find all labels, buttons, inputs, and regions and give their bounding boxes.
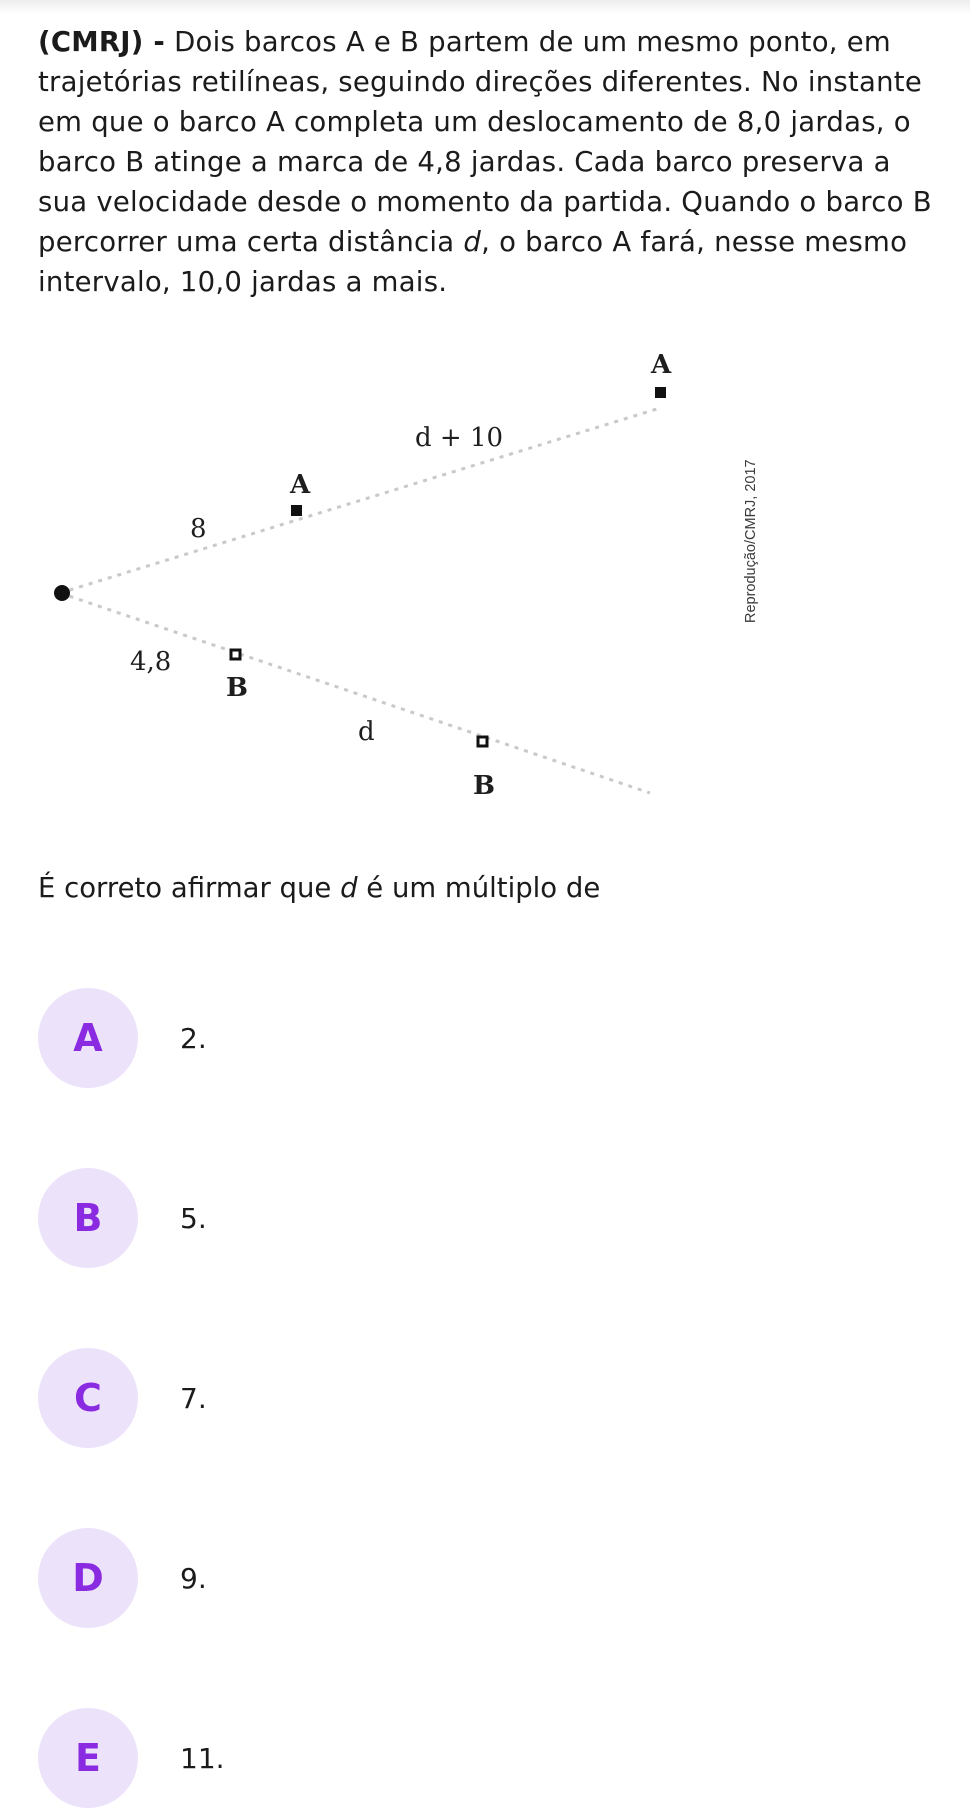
- option-e-letter[interactable]: E: [38, 1708, 138, 1808]
- question-variable: d: [463, 226, 482, 258]
- option-a[interactable]: [38, 988, 938, 1088]
- boat-a-mid-marker: [291, 505, 302, 516]
- question-source: (CMRJ) -: [38, 26, 166, 58]
- option-a-text[interactable]: 2.: [180, 1021, 207, 1055]
- label-four-eight: 4,8: [130, 647, 172, 677]
- label-b-mid: B: [226, 673, 248, 703]
- label-a-mid: A: [290, 470, 311, 500]
- option-b-letter[interactable]: B: [38, 1168, 138, 1268]
- option-b-text[interactable]: 5.: [180, 1201, 207, 1235]
- image-credit: Reprodução/CMRJ, 2017: [743, 459, 759, 623]
- boats-diagram-svg: [40, 348, 780, 818]
- option-d-text[interactable]: 9.: [180, 1561, 207, 1595]
- question-body-end: , o barco A fará, nesse mesmo intervalo, 10,0 jardas a mais.: [38, 226, 908, 298]
- option-b[interactable]: [38, 1168, 938, 1268]
- label-d-plus-10: d + 10: [415, 423, 504, 453]
- statement-text: [38, 868, 938, 908]
- option-a-letter[interactable]: A: [38, 988, 138, 1088]
- statement-after: é um múltiplo de: [357, 872, 601, 904]
- question-body: Dois barcos A e B partem de um mesmo ponto, em trajetórias retilíneas, seguindo direções diferentes. No instante em que o barco A completa um deslocamento de 8,0 jardas, o barco B atinge a marca de 4,8 jardas. Cada barco preserva a sua velocidade desde o momento da partida. Quando o barco B percorrer uma certa distância: [38, 26, 932, 258]
- statement-before: É correto afirmar que: [38, 872, 341, 904]
- boat-a-upper-marker: [655, 387, 666, 398]
- option-e-text[interactable]: 11.: [180, 1741, 225, 1775]
- option-c[interactable]: [38, 1348, 938, 1448]
- label-b-lower: B: [473, 771, 495, 801]
- trajectory-a: [60, 408, 660, 593]
- option-d-letter[interactable]: D: [38, 1528, 138, 1628]
- option-d[interactable]: [38, 1528, 938, 1628]
- label-d: d: [358, 717, 375, 747]
- label-a-upper: A: [651, 350, 672, 380]
- option-c-text[interactable]: 7.: [180, 1381, 207, 1415]
- trajectory-b: [60, 593, 650, 793]
- label-eight: 8: [190, 514, 207, 544]
- top-shade: [0, 0, 970, 14]
- boat-b-mid-marker: [231, 650, 240, 659]
- boat-b-lower-marker: [478, 737, 487, 746]
- statement-variable: d: [340, 872, 358, 904]
- boats-diagram: [40, 348, 780, 818]
- question-text: [38, 22, 948, 302]
- option-c-letter[interactable]: C: [38, 1348, 138, 1448]
- start-point: [54, 585, 70, 601]
- option-e[interactable]: [38, 1708, 938, 1808]
